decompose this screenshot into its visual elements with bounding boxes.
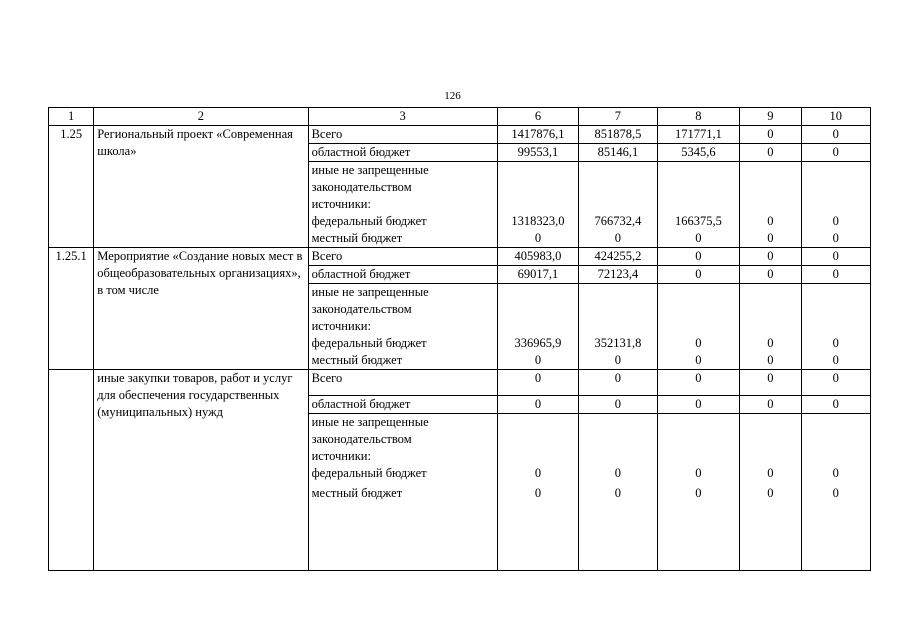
row-label: областной бюджет (308, 396, 497, 414)
row-label: Всего (308, 126, 497, 144)
local-value: 0 (695, 486, 702, 500)
value-cell: 0 (801, 126, 870, 144)
value-cell: 0 (740, 144, 801, 162)
value-cell (497, 162, 578, 248)
value-cell: 424255,2 (579, 248, 657, 266)
value-cell: 72123,4 (579, 266, 657, 284)
local-value: 0 (832, 486, 839, 500)
value-cell (579, 162, 657, 248)
sources-label-line: законодательством (311, 302, 412, 316)
value-cell (579, 414, 657, 571)
federal-value: 0 (767, 466, 774, 480)
value-cell: 0 (579, 396, 657, 414)
value-cell: 0 (801, 396, 870, 414)
value-cell (657, 162, 740, 248)
item-name: Региональный проект «Современная школа» (94, 126, 308, 248)
federal-value: 0 (695, 466, 702, 480)
local-value: 0 (832, 231, 839, 245)
value-cell: 0 (740, 248, 801, 266)
value-cell (497, 414, 578, 571)
federal-value: 1318323,0 (511, 214, 565, 228)
local-value: 0 (767, 231, 774, 245)
local-value: 0 (614, 353, 622, 367)
value-cell (579, 284, 657, 370)
local-value: 0 (614, 231, 622, 245)
row-label: Всего (308, 370, 497, 396)
federal-budget-label: федеральный бюджет (311, 466, 427, 480)
row-label: Всего (308, 248, 497, 266)
federal-value: 0 (832, 336, 839, 350)
local-value: 0 (695, 353, 702, 367)
value-cell (740, 414, 801, 571)
sources-label-line: иные не запрещенные (311, 285, 429, 299)
row-label: областной бюджет (308, 144, 497, 162)
column-header: 8 (657, 108, 740, 126)
header-row (49, 108, 871, 126)
value-cell (740, 284, 801, 370)
value-cell: 0 (497, 396, 578, 414)
value-cell: 85146,1 (579, 144, 657, 162)
value-cell: 0 (740, 266, 801, 284)
table-row (49, 248, 871, 266)
value-cell (657, 414, 740, 571)
sources-label (308, 414, 497, 571)
value-cell (801, 414, 870, 571)
value-cell: 0 (801, 370, 870, 396)
value-cell: 0 (657, 370, 740, 396)
federal-value: 336965,9 (514, 336, 562, 350)
value-cell: 0 (657, 396, 740, 414)
federal-value: 0 (832, 466, 839, 480)
sources-label-line: иные не запрещенные (311, 415, 429, 429)
value-cell: 0 (801, 266, 870, 284)
sources-label-line: источники: (311, 319, 371, 333)
value-cell: 851878,5 (579, 126, 657, 144)
local-value: 0 (534, 231, 542, 245)
sources-label (308, 284, 497, 370)
value-cell (801, 284, 870, 370)
budget-table (48, 107, 871, 571)
local-value: 0 (767, 486, 774, 500)
value-cell: 171771,1 (657, 126, 740, 144)
item-name: Мероприятие «Создание новых мест в общеобразовательных организациях», в том числе (94, 248, 308, 370)
federal-value: 0 (534, 466, 542, 480)
value-cell: 0 (740, 126, 801, 144)
page-number: 126 (444, 90, 461, 102)
value-cell: 1417876,1 (497, 126, 578, 144)
column-header: 6 (497, 108, 578, 126)
federal-budget-label: федеральный бюджет (311, 336, 427, 350)
federal-value: 352131,8 (594, 336, 642, 350)
item-code: 1.25.1 (49, 248, 94, 370)
value-cell: 0 (801, 248, 870, 266)
column-header: 10 (801, 108, 870, 126)
sources-label-line: источники: (311, 197, 371, 211)
column-header: 9 (740, 108, 801, 126)
local-value: 0 (767, 353, 774, 367)
local-budget-label: местный бюджет (311, 353, 403, 367)
column-header: 7 (579, 108, 657, 126)
column-header: 2 (94, 108, 308, 126)
federal-value: 0 (695, 336, 702, 350)
value-cell: 405983,0 (497, 248, 578, 266)
local-value: 0 (614, 486, 622, 500)
sources-label-line: источники: (311, 449, 371, 463)
federal-value: 166375,5 (674, 214, 722, 228)
federal-value: 0 (614, 466, 622, 480)
value-cell: 0 (740, 396, 801, 414)
value-cell: 5345,6 (657, 144, 740, 162)
local-value: 0 (534, 353, 542, 367)
value-cell: 0 (801, 144, 870, 162)
value-cell (801, 162, 870, 248)
federal-value: 766732,4 (594, 214, 642, 228)
federal-value: 0 (832, 214, 839, 228)
value-cell (657, 284, 740, 370)
value-cell: 0 (657, 248, 740, 266)
table-row (49, 370, 871, 396)
value-cell: 0 (740, 370, 801, 396)
value-cell (740, 162, 801, 248)
column-header: 1 (49, 108, 94, 126)
value-cell: 69017,1 (497, 266, 578, 284)
sources-label-line: законодательством (311, 180, 412, 194)
local-budget-label: местный бюджет (311, 486, 403, 500)
value-cell: 0 (657, 266, 740, 284)
federal-value: 0 (767, 336, 774, 350)
value-cell: 0 (497, 370, 578, 396)
value-cell: 0 (579, 370, 657, 396)
sources-label (308, 162, 497, 248)
local-value: 0 (695, 231, 702, 245)
value-cell (497, 284, 578, 370)
local-budget-label: местный бюджет (311, 231, 403, 245)
sources-label-line: иные не запрещенные (311, 163, 429, 177)
sources-label-line: законодательством (311, 432, 412, 446)
local-value: 0 (832, 353, 839, 367)
value-cell: 99553,1 (497, 144, 578, 162)
federal-budget-label: федеральный бюджет (311, 214, 427, 228)
row-label: областной бюджет (308, 266, 497, 284)
column-header: 3 (308, 108, 497, 126)
federal-value: 0 (767, 214, 774, 228)
item-name: иные закупки товаров, работ и услуг для обеспечения государственных (муниципальных) нужд (94, 370, 308, 571)
item-code: 1.25 (49, 126, 94, 248)
local-value: 0 (534, 486, 542, 500)
item-code (49, 370, 94, 571)
table-row (49, 126, 871, 144)
